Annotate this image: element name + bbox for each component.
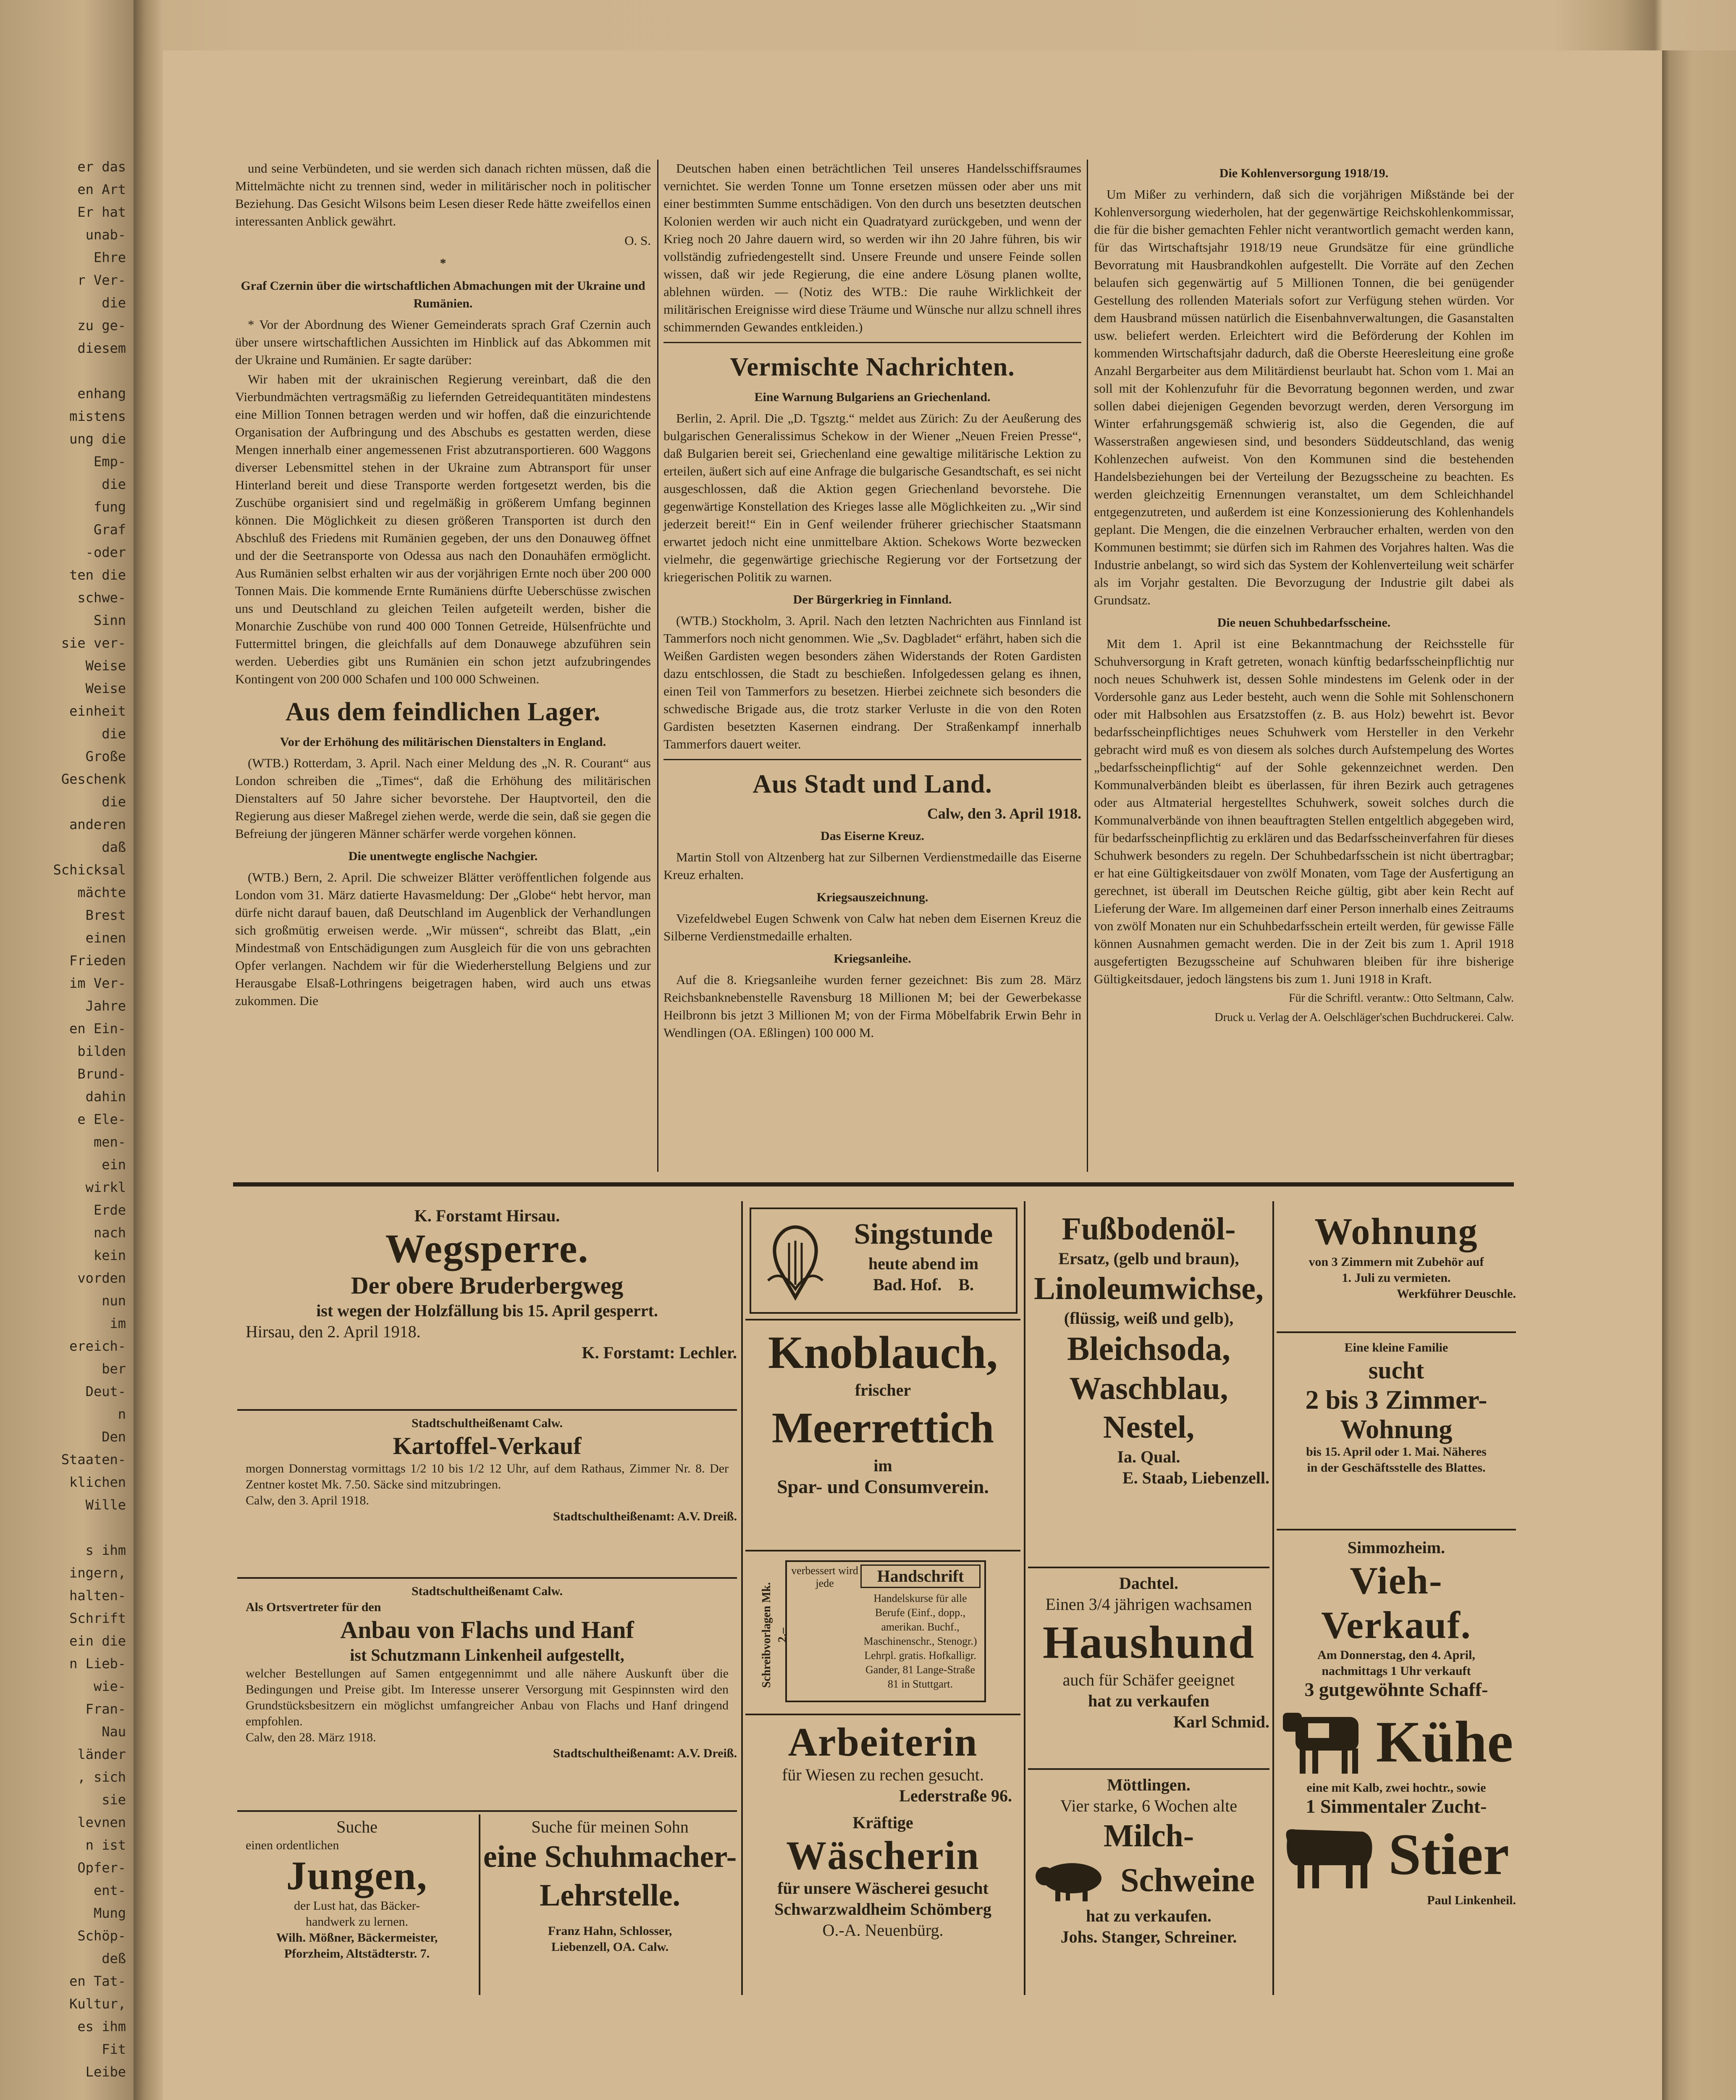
left-fragment-line: Er hat bbox=[77, 204, 126, 220]
col2-section-title-local: Aus Stadt und Land. bbox=[753, 770, 992, 798]
book-gutter bbox=[134, 0, 163, 2100]
imprint-line: Druck u. Verlag der A. Oelschläger'schen Buchdruckerei. Calw. bbox=[1214, 1011, 1514, 1024]
col2-para: Berlin, 2. April. Die „D. Tgsztg.“ meldet aus Zürich: Zu der Aeußerung des bulgarischen Generalissimus Schekow in der Wiener „Neuen Freien Presse“, daß Bulgarien bereit sei, Griechenland eine gewaltige militärische Lektion zu erteilen, äußert sich auf eine Anfrage die bulgarische Gesandtschaft, es sei nicht ausgeschlossen, daß die Aktion gegen Griechenland bevorstehe. Die gegenwärtige Konstellation des Krieges lasse alle Möglichkeiten zu. „Wir sind jederzeit bereit!“ Ein in Genf weilender früherer griechischer Staatsmann erwartet jedoch nicht eine unmittelbare Aktion. Schekows Worte bezwecken vielmehr, die gegenwärtige griechische Regierung vor der Fortsetzung der kriegerischen Politik zu warnen. bbox=[663, 411, 1081, 584]
cow-icon bbox=[1279, 1704, 1375, 1776]
ad-jungen-line: Suche bbox=[336, 1817, 378, 1836]
left-fragment-line: Schrift bbox=[69, 1610, 126, 1626]
left-fragment-line: wie- bbox=[93, 1678, 126, 1694]
ad-knob-line: Spar- und Consumverein. bbox=[777, 1476, 989, 1497]
page-right-edge bbox=[1662, 50, 1736, 2100]
ad-jungen-line: der Lust hat, das Bäcker- bbox=[294, 1899, 420, 1913]
ad-knoblauch bbox=[745, 1325, 1020, 1497]
ad-jungen bbox=[237, 1816, 477, 1962]
ad-fam-line: in der Geschäftsstelle des Blattes. bbox=[1307, 1461, 1486, 1475]
ad-kartoffel-header: Stadtschultheißenamt Calw. bbox=[411, 1416, 563, 1430]
ad-hand-body: Handelskurse für alle Berufe (Einf., dopp., amerikan. Buchf., Maschinenschr., Stenogr.) Lehrpl. gratis. Hofkalligr. Gander, 81 Lange-Straße 81 in Stuttgart. bbox=[863, 1592, 977, 1690]
ad-kartoffel-body: morgen Donnerstag vormittags 1/2 10 bis 1/2 12 Uhr, auf dem Rathaus, Zimmer Nr. 8. Der Zentner kostet Mk. 7.50. Säcke sind mitzubringen. bbox=[246, 1462, 729, 1491]
ad-schuhmacher bbox=[483, 1816, 737, 1955]
col2-dateline: Calw, den 3. April 1918. bbox=[927, 805, 1081, 822]
ad-haus-line: Einen 3/4 jährigen wachsamen bbox=[1045, 1595, 1252, 1614]
ad-sing-title: Singstunde bbox=[854, 1218, 993, 1250]
column-1 bbox=[235, 160, 651, 1011]
ad-forstamt-date: Hirsau, den 2. April 1918. bbox=[246, 1322, 421, 1341]
ad-haus-line: auch für Schäfer geeignet bbox=[1062, 1670, 1235, 1689]
ad-vieh-title3: Stier bbox=[1388, 1822, 1509, 1887]
left-fragment-line: diesem bbox=[77, 340, 126, 356]
left-fragment-line: ten die bbox=[69, 567, 126, 583]
col2-para: (WTB.) Stockholm, 3. April. Nach den letzten Nachrichten aus Finnland ist Tammerfors noch nicht genommen. Wie „Sv. Dagbladet“ erfährt, haben sich die Weißen Gardisten wegen besonders zähen Widerstands der Roten Gardisten dazu entschlossen, die Stadt zu beschießen. Infolgedessen gelang es ihnen, einen Teil von Tammerfors zu besetzen. Hierbei zeichnete sich besonders die schwedische Brigade aus, die trotz starker Verluste in die von den Roten Gardisten besetzten Kasernen eindrang. Der Straßenkampf innerhalb Tammerfors dauert weiter. bbox=[663, 613, 1081, 751]
left-fragment-line: nun bbox=[102, 1293, 126, 1309]
left-fragment-line: im bbox=[110, 1315, 126, 1331]
ad-fussbodenoel bbox=[1028, 1210, 1269, 1488]
ad-kartoffel bbox=[237, 1415, 737, 1525]
ad-haus-line: Karl Schmid. bbox=[1173, 1712, 1269, 1731]
left-fragment-line: ent- bbox=[93, 1882, 126, 1898]
left-fragment-line: ein bbox=[102, 1157, 126, 1173]
left-fragment-line: en Tat- bbox=[69, 1973, 126, 1989]
pig-icon bbox=[1032, 1857, 1108, 1903]
col1-heading-czernin: Graf Czernin über die wirtschaftlichen Abmachungen mit der Ukraine und Rumänien. bbox=[241, 279, 645, 310]
left-fragment-line: r Ver- bbox=[77, 272, 126, 288]
left-fragment-line: Geschenk bbox=[61, 771, 126, 787]
ad-sing-initial: B. bbox=[958, 1275, 974, 1294]
left-fragment-line: men- bbox=[93, 1134, 126, 1150]
ad-vieh-line: eine mit Kalb, zwei hochtr., sowie bbox=[1306, 1781, 1486, 1795]
left-fragment-line: en Ein- bbox=[69, 1021, 126, 1037]
col2-heading-finland: Der Bürgerkrieg in Finnland. bbox=[793, 593, 952, 606]
ad-hand-box bbox=[785, 1560, 986, 1702]
left-fragment-line: mächte bbox=[77, 885, 126, 900]
column-3 bbox=[1094, 160, 1514, 1028]
ad-forstamt bbox=[237, 1205, 737, 1363]
left-fragment-line: die bbox=[102, 295, 126, 311]
ad-knob-line: im bbox=[873, 1456, 892, 1475]
left-fragment-line: Fit bbox=[102, 2041, 126, 2057]
ad-fuss-title: Bleichsoda, bbox=[1067, 1331, 1230, 1368]
left-fragment-line: levnen bbox=[77, 1814, 126, 1830]
ad-forstamt-header: K. Forstamt Hirsau. bbox=[414, 1206, 560, 1225]
ad-rule bbox=[237, 1810, 737, 1812]
ad-vieh-title2: Kühe bbox=[1376, 1709, 1513, 1774]
left-fragment-line: ung die bbox=[69, 431, 126, 447]
col1-para: Wir haben mit der ukrainischen Regierung vereinbart, daß die den Vierbundmächten vertragsmäßig zu liefernden Getreidequantitäten mindestens eine Million Tonnen betragen werden und wir hoffen, daß die einzurichtende Organisation der Aufbringung und des Abschubs es gestatten werden, diese Mengen innerhalb einer angemessenen Frist abzutransportieren. 600 Waggons diverser Lebensmittel stehen in der Ukraine zum Abtransport für unser Hinterland bereit und diese Transporte werden fortgesetzt werden, bis die Zuschübe organisiert sind und regelmäßig in größerem Umfang beginnen können. Die Möglichkeit zu diesen größeren Transporten ist durch den Abschluß des Friedens mit Rumänien gegeben, der uns den Donauweg öffnet und der die Seetransporte von Odessa aus nach den Donauhäfen ermöglicht. Aus Rumänien selbst erhalten wir aus der vorjährigen Ernte noch über 200 000 Tonnen Mais. Die kommende Ernte Rumäniens dürfte Ueberschüsse zwischen uns und Deutschland zu gleichen Teilen aufgeteilt werden, bisher die Monarchie Zuschübe von rund 400 000 Tonnen Getreide, Hülsenfrüchte und Futtermittel bringen, die gleichfalls auf dem Donauwege abzuführen sein werden. Ueberdies gibt uns Rumänien ein schon jetzt aufzubringendes Kontingent von 200 000 Schafen und 100 000 Schweinen. bbox=[235, 372, 651, 686]
ads-top-rule bbox=[233, 1182, 1514, 1186]
left-fragment-line: ereich- bbox=[69, 1338, 126, 1354]
ad-wasch-title: Wäscherin bbox=[786, 1833, 980, 1878]
col1-para: (WTB.) Rotterdam, 3. April. Nach einer Meldung des „N. R. Courant“ aus London schreiben die „Times“, daß die Erhöhung des militärischen Dienstalters auf 50 Jahre sicher bevorstehe. Der Hauptvorteil, den die Regierung aus dieser Maßregel ziehen werde, werde die sein, daß sie gegen die Befreiung der jüngeren Männer schärfer werde vorgehen können. bbox=[235, 756, 651, 841]
ad-jungen-line: Wilh. Mößner, Bäckermeister, bbox=[276, 1931, 438, 1945]
left-fragment-line: halten- bbox=[69, 1588, 126, 1604]
left-fragment-line: einen bbox=[85, 930, 126, 946]
ad-milch-title: Milch- bbox=[1103, 1818, 1194, 1853]
left-fragment-line: Nau bbox=[102, 1724, 126, 1740]
ad-haus-title: Haushund bbox=[1042, 1617, 1255, 1668]
left-fragment-line: mistens bbox=[69, 408, 126, 424]
section-rule bbox=[663, 342, 1081, 343]
ad-schuh-line: Franz Hahn, Schlosser, bbox=[548, 1924, 672, 1938]
col2-para: Deutschen haben einen beträchtlichen Teil unseres Handelsschiffsraumes vernichtet. Sie werden Tonne um Tonne ersetzen müssen oder aber uns mit einer bestimmten Summe entschädigen. Von den durch uns besetzten deutschen Kolonien werden wir auch nicht ein Quadratyard zurückgeben, und wenn der Krieg noch 20 Jahre dauern wird, so werden wir ihn 20 Jahre führen, bis wir vollständig zufriedengestellt sind. Unsere Freunde und unsere Feinde sollen wissen, daß wir jede Regierung, die eine andere Lösung planen wollte, ablehnen würden. — (Notiz des WTB.: Die rauhe Wirklichkeit der militärischen Ereignisse wird diese Träume und Wünsche nur allzu schnell ihres schimmernden Gewandes entkleiden.) bbox=[663, 161, 1081, 334]
ad-jungen-title: Jungen, bbox=[286, 1853, 428, 1898]
ad-wohnung bbox=[1277, 1210, 1516, 1302]
ad-rule bbox=[741, 1201, 743, 1995]
ad-rule bbox=[479, 1814, 480, 1995]
ad-kartoffel-sign: Stadtschultheißenamt: A.V. Dreiß. bbox=[553, 1509, 737, 1523]
left-fragment-line: klichen bbox=[69, 1474, 126, 1490]
ad-rule bbox=[745, 1319, 1020, 1320]
ad-fam-title: Wohnung bbox=[1340, 1414, 1453, 1444]
ad-fuss-line: E. Staab, Liebenzell. bbox=[1122, 1468, 1269, 1487]
left-fragment-line: Ehre bbox=[93, 249, 126, 265]
ad-fam-title: 2 bis 3 Zimmer- bbox=[1305, 1385, 1487, 1415]
col1-para: * Vor der Abordnung des Wiener Gemeinderats sprach Graf Czernin auch über unsere wirtschaftlichen Aussichten im Hinblick auf das Abkommen mit der Ukraine und Rumänien. Er sagte darüber: bbox=[235, 317, 651, 367]
col2-para: Vizefeldwebel Eugen Schwenk von Calw hat neben dem Eisernen Kreuz die Silberne Verdienstmedaille erhalten. bbox=[663, 911, 1081, 943]
col2-heading-kreuz: Das Eiserne Kreuz. bbox=[821, 829, 924, 843]
ad-haus-header: Dachtel. bbox=[1119, 1574, 1179, 1593]
col3-para: Um Mißer zu verhindern, daß sich die vorjährigen Mißstände bei der Kohlenversorgung wiederholen, hat der gegenwärtige Reichskohlenkommissar, die für die bisher gemachten Fehler nicht verantwortlich gemacht werden kann, für das Wirtschaftsjahr 1918/19 neue Grundsätze für eine gründliche Bevorratung mit Hausbrandkohlen aufgestellt. Die Vorräte auf den Zechen belaufen sich gegenwärtig auf 5 Millionen Tonnen, die bei genügender Gestellung des rollenden Materials sofort zur Verfügung stehen würden. Vor dem Hausbrand müssen natürlich die Eisenbahnverwaltungen, die Gasanstalten usw. beliefert werden. Erleichtert wird die Beförderung der Kohlen im kommenden Wirtschaftsjahr dadurch, daß die Oberste Heeresleitung eine große Anzahl Bergarbeiter aus dem Militärdienst beurlaubt hat. Schon vom 1. Mai an soll mit der Kohlenzufuhr für die Bevorratung begonnen werden, und zwar sollen dabei diejenigen Gegenden bevorzugt werden, deren Versorgung im Winter erfahrungsgemäß schwierig ist, also die Gegenden, die auf Wasserstraßen angewiesen sind, und besonders Süddeutschland, das wenig Kohlenzechen aufweist. Von den Kommunen sind die bestehenden Handelsbeziehungen bei der Verteilung der Bezugsscheine zu beachten. Es werden gleichzeitig Ernennungen veranstaltet, um dem Schleichhandel entgegenzutreten, und außerdem ist eine Konzessionierung des Kohlenhandels geplant. Die Mengen, die die einzelnen Verbraucher erhalten, werden von den Kommunen bestimmt; sie dürfen sich im Rahmen des Vorjahres halten. Was die Industrie anbelangt, so wird sich das System der Kohlenverteilung weit schärfer als im Vorjahr gestalten. Die Bevorzugung der Industrie gilt dabei als Grundsatz. bbox=[1094, 187, 1514, 607]
left-fragment-line: Kultur, bbox=[69, 1996, 126, 2012]
ad-kartoffel-date: Calw, den 3. April 1918. bbox=[246, 1494, 369, 1507]
left-fragment-line: , sich bbox=[77, 1769, 126, 1785]
ad-fuss-line: Ia. Qual. bbox=[1117, 1447, 1180, 1466]
ad-rule bbox=[237, 1577, 737, 1579]
ad-wasch-line: Schwarzwaldheim Schömberg bbox=[774, 1900, 991, 1919]
ad-vieh-line: 1 Simmentaler Zucht- bbox=[1306, 1796, 1487, 1817]
ad-haus-line: hat zu verkaufen bbox=[1088, 1691, 1209, 1710]
left-fragment-line: e Ele- bbox=[77, 1111, 126, 1127]
ad-flachs bbox=[237, 1583, 737, 1761]
col2-para: Auf die 8. Kriegsanleihe wurden ferner gezeichnet: Bis zum 28. März Reichsbanknebenstelle Ravensburg 18 Millionen M; bei der Gewerbekasse Heilbronn bis jetzt 3 Millionen M; von der Firma Möbelfabrik Erwin Behr in Wendlingen (OA. Eßlingen) 100 000 M. bbox=[663, 972, 1081, 1040]
col1-top-para: und seine Verbündeten, und sie werden sich danach richten müssen, daß die Mittelmächte nicht zu trennen sind, weder in militärischer noch in politischer Beziehung. Das Gesicht Wilsons beim Lesen dieser Rede hätte zweifellos einen interessanten Anblick gewährt. bbox=[235, 161, 651, 228]
left-fragment-line: nach bbox=[93, 1225, 126, 1241]
ad-flachs-date: Calw, den 28. März 1918. bbox=[246, 1730, 376, 1744]
left-fragment-line: bilden bbox=[77, 1043, 126, 1059]
ad-arbeiterin bbox=[745, 1720, 1020, 1941]
ad-vieh-line: 3 gutgewöhnte Schaff- bbox=[1304, 1679, 1488, 1700]
left-fragment-line: Brest bbox=[85, 907, 126, 923]
left-fragment-line: en Art bbox=[77, 181, 126, 197]
ad-rule bbox=[1028, 1567, 1269, 1568]
left-fragment-line: Erde bbox=[93, 1202, 126, 1218]
left-fragment-line: Staaten- bbox=[61, 1452, 126, 1467]
ad-jungen-line: Pforzheim, Altstädterstr. 7. bbox=[284, 1947, 430, 1961]
left-fragment-line: im Ver- bbox=[69, 975, 126, 991]
left-fragment-line: Sinn bbox=[93, 612, 126, 628]
col2-section-title: Vermischte Nachrichten. bbox=[730, 353, 1015, 381]
col2-heading-bulgaria: Eine Warnung Bulgariens an Griechenland. bbox=[754, 390, 991, 404]
col3-heading-schuh: Die neuen Schuhbedarfsscheine. bbox=[1217, 616, 1391, 630]
ad-milch-line: Johs. Stanger, Schreiner. bbox=[1060, 1927, 1237, 1946]
left-fragment-line: daß bbox=[102, 839, 126, 855]
ad-hand-side: Schreibvorlagen Mk. 2.– bbox=[760, 1582, 789, 1688]
left-fragment-line: Schöp- bbox=[77, 1928, 126, 1944]
ad-milch-line: Vier starke, 6 Wochen alte bbox=[1060, 1796, 1238, 1815]
ad-kartoffel-title: Kartoffel-Verkauf bbox=[393, 1432, 582, 1460]
col2-heading-auszeichnung: Kriegsauszeichnung. bbox=[816, 890, 928, 904]
ad-sing-line: heute abend im bbox=[868, 1254, 979, 1273]
left-fragment-line: länder bbox=[77, 1746, 126, 1762]
ad-rule bbox=[237, 1409, 737, 1411]
left-fragment-line: Leibe bbox=[85, 2064, 126, 2080]
ad-flachs-header: Stadtschultheißenamt Calw. bbox=[411, 1584, 563, 1598]
ad-wohn-line: 1. Juli zu vermieten. bbox=[1342, 1271, 1451, 1285]
col1-heading-nachgier: Die unentwegte englische Nachgier. bbox=[348, 849, 538, 863]
ad-arb-title: Arbeiterin bbox=[788, 1719, 978, 1764]
ad-milchschweine bbox=[1028, 1774, 1269, 1948]
ad-haushund bbox=[1028, 1573, 1269, 1732]
left-fragment-line: die bbox=[102, 476, 126, 492]
left-fragment-line: Große bbox=[85, 748, 126, 764]
ad-schuh-line: Suche für meinen Sohn bbox=[531, 1817, 689, 1836]
left-fragment-line: ingern, bbox=[69, 1565, 126, 1581]
col1-star: * bbox=[440, 256, 446, 270]
left-fragment-line: Graf bbox=[93, 522, 126, 538]
ad-hand-top: verbessert wird jede bbox=[791, 1564, 858, 1589]
lyre-icon bbox=[760, 1218, 831, 1302]
ad-vieh-title: Vieh-Verkauf. bbox=[1321, 1559, 1471, 1646]
col3-para: Mit dem 1. April ist eine Bekanntmachung der Reichsstelle für Schuhversorgung in Kraft getreten, wonach künftig bedarfsscheinpflichtig nur noch neues Schuhwerk ist, dessen Sohle mindestens im Gelenk oder in der Vordersohle ganz aus Leder besteht, auch wenn die Sohle mit Sohlenschonern oder mit Halbsohlen aus Ersatzstoffen (z. B. aus Holz) bewehrt ist. Bevor bedarfsscheinpflichtiges neues Schuhwerk vom Hersteller in den Verkehr gebracht wird muß es von diesem als solches durch Aufstempelung des Wortes „bedarfsscheinpflichtig“ auf der Sohle gekennzeichnet werden. Den Kommunalverbänden bleibt es überlassen, für ihren Bezirk auch getragenes oder aus Altmaterial hergestelltes Schuhwerk, soweit solches durch die Kommunalverbände von ihnen beauftragten Stellen entgeltlich abgegeben wird, für bedarfsscheinpflichtig zu erklären und das Bedarfsscheinverfahren für dieses Schuhwerk besonders zu regeln. Der Schuhbedarfsschein ist nicht übertragbar; er hat eine Gültigkeitsdauer von zwölf Monaten, vom Tage der Ausfertigung an gerechnet, ist überall im Deutschen Reiche gültig, gibt aber kein Recht auf Lieferung der Ware. Im allgemeinen darf einer Person innerhalb eines Zeitraums von zwölf Monaten nur ein Schuhbedarfsschein erteilt werden, für gewisse Fälle können Ausnahmen gemacht werden. Die in der Zeit bis zum 1. April 1918 ausgefertigten Bezugsscheine auf Schuhwaren bleiben für ihre bisherige Gültigkeitsdauer, jedoch längstens bis zum 1. Juni 1918 in Kraft. bbox=[1094, 636, 1514, 986]
left-fragment-line: er das bbox=[77, 159, 126, 175]
ad-wohn-title: Wohnung bbox=[1314, 1211, 1478, 1252]
left-fragment-line: dahin bbox=[85, 1089, 126, 1105]
ad-sing-place: Bad. Hof. bbox=[873, 1275, 942, 1294]
ad-fam-line: bis 15. April oder 1. Mai. Näheres bbox=[1306, 1445, 1487, 1459]
ad-schuh-title: eine Schuhmacher-Lehrstelle. bbox=[483, 1840, 737, 1913]
left-fragment-line: sie bbox=[102, 1792, 126, 1808]
ad-forstamt-title: Wegsperre. bbox=[385, 1226, 589, 1271]
ad-rule bbox=[1277, 1331, 1516, 1333]
ad-milch-title2: Schweine bbox=[1120, 1862, 1255, 1899]
left-fragment-line: Fran- bbox=[85, 1701, 126, 1717]
ad-knob-title2: Meerrettich bbox=[771, 1404, 994, 1452]
col3-heading-kohlen: Die Kohlenversorgung 1918/19. bbox=[1219, 166, 1389, 180]
col1-para: (WTB.) Bern, 2. April. Die schweizer Blätter veröffentlichen folgende aus London vom 31. März datierte Havasmeldung: Der „Globe“ hebt hervor, man dürfe nicht darauf bauen, daß Deutschland im Augenblick der Verhandlungen sich großmütig erweisen werde. „Wir müssen“, schreibt das Blatt, „ein Mindestmaß von Entschädigungen zum Ausgleich für die von uns gebrachten Opfer verlangen. Nachdem wir für die Wiederherstellung Belgiens und zur Herausgabe Elsaß-Lothringens beigetragen haben, wird auch uns etwas zukommen. Die bbox=[235, 870, 651, 1008]
ad-milch-line: hat zu verkaufen. bbox=[1086, 1906, 1212, 1925]
left-fragment-line: Deut- bbox=[85, 1383, 126, 1399]
ad-handschrift bbox=[745, 1556, 1020, 1707]
ad-knob-line: frischer bbox=[855, 1381, 911, 1399]
ad-fuss-title: Fußbodenöl- bbox=[1062, 1211, 1236, 1247]
ad-familie bbox=[1277, 1340, 1516, 1476]
left-fragment-line: vorden bbox=[77, 1270, 126, 1286]
ad-arb-line: für Wiesen zu rechen gesucht. bbox=[782, 1765, 984, 1784]
ad-milch-header: Möttlingen. bbox=[1107, 1775, 1191, 1794]
left-fragment-line: Wille bbox=[85, 1497, 126, 1513]
ad-rule bbox=[1028, 1768, 1269, 1770]
ad-wasch-line: O.-A. Neuenbürg. bbox=[822, 1921, 944, 1940]
ad-rule bbox=[1272, 1201, 1274, 1995]
left-fragment-line: n Lieb- bbox=[69, 1656, 126, 1672]
left-fragment-line: Brund- bbox=[77, 1066, 126, 1082]
ad-rule bbox=[745, 1714, 1020, 1715]
ad-singstunde bbox=[750, 1208, 1017, 1314]
ad-vieh-line: Paul Linkenheil. bbox=[1427, 1893, 1516, 1907]
left-fragment-line: fung bbox=[93, 499, 126, 515]
left-fragment-line: Frieden bbox=[69, 953, 126, 969]
imprint-line: Für die Schriftl. verantw.: Otto Seltmann, Calw. bbox=[1288, 992, 1514, 1005]
col1-top-sign: O. S. bbox=[624, 233, 651, 248]
left-fragment-line: Schicksal bbox=[53, 862, 126, 878]
left-fragment-line: s ihm bbox=[85, 1542, 126, 1558]
left-fragment-line: ein die bbox=[69, 1633, 126, 1649]
left-fragment-line: Opfer- bbox=[77, 1860, 126, 1876]
left-fragment-line: Weise bbox=[85, 658, 126, 674]
section-rule bbox=[663, 759, 1081, 760]
col2-para: Martin Stoll von Altzenberg hat zur Silbernen Verdienstmedaille das Eiserne Kreuz erhalten. bbox=[663, 850, 1081, 882]
left-fragment-line: Den bbox=[102, 1429, 126, 1445]
ad-arb-line: Lederstraße 96. bbox=[899, 1786, 1012, 1805]
ad-rule bbox=[1277, 1529, 1516, 1530]
ad-wohn-line: von 3 Zimmern mit Zubehör auf bbox=[1309, 1255, 1484, 1269]
ad-rule bbox=[1024, 1201, 1025, 1995]
col1-section-title: Aus dem feindlichen Lager. bbox=[285, 698, 601, 726]
left-fragment-line: zu ge- bbox=[77, 318, 126, 333]
ad-jungen-line: handwerk zu lernen. bbox=[305, 1915, 409, 1929]
left-fragment-line: sie ver- bbox=[61, 635, 126, 651]
left-fragment-line: deß bbox=[102, 1950, 126, 1966]
left-fragment-line: es ihm bbox=[77, 2019, 126, 2034]
ad-rule bbox=[745, 1550, 1020, 1551]
left-fragment-line: einheit bbox=[69, 703, 126, 719]
left-fragment-line: Emp- bbox=[93, 454, 126, 470]
ad-fam-line: Eine kleine Familie bbox=[1344, 1341, 1448, 1354]
left-fragment-line: enhang bbox=[77, 386, 126, 402]
ad-vieh-line: Am Donnerstag, den 4. April, bbox=[1317, 1648, 1475, 1662]
ad-vieh-header: Simmozheim. bbox=[1347, 1538, 1445, 1557]
left-fragment-line: die bbox=[102, 726, 126, 742]
left-fragment-line: n ist bbox=[85, 1837, 126, 1853]
ad-fam-title: sucht bbox=[1368, 1357, 1424, 1384]
ad-knob-title: Knoblauch, bbox=[768, 1327, 998, 1378]
ad-flachs-sign: Stadtschultheißenamt: A.V. Dreiß. bbox=[553, 1746, 737, 1760]
ad-schuh-line: Liebenzell, OA. Calw. bbox=[551, 1940, 669, 1954]
ad-flachs-intro: Als Ortsvertreter für den bbox=[246, 1600, 381, 1614]
ad-fuss-title: Linoleumwichse, bbox=[1034, 1271, 1264, 1306]
column-rule bbox=[1087, 160, 1088, 1172]
ad-fuss-title: Nestel, bbox=[1103, 1410, 1195, 1445]
ad-hand-title: Handschrift bbox=[860, 1564, 981, 1588]
ad-jungen-line: einen ordentlichen bbox=[246, 1838, 339, 1852]
left-fragment-line: kein bbox=[93, 1247, 126, 1263]
ad-flachs-line: ist Schutzmann Linkenheil aufgestellt, bbox=[350, 1646, 624, 1664]
ad-wasch-line: Kräftige bbox=[852, 1813, 913, 1832]
ad-flachs-title: Anbau von Flachs und Hanf bbox=[340, 1616, 634, 1643]
left-fragment-line: Jahre bbox=[85, 998, 126, 1014]
bull-icon bbox=[1279, 1819, 1379, 1890]
ad-flachs-body: welcher Bestellungen auf Samen entgegennimmt und alle nähere Auskunft über die Bedingungen und Preise gibt. Im Interesse unserer Versorgung mit Gespinnsten wird den Grundstücksbesitzern ein möglichst umfangreicher Anbau von Flachs und Hanf dringend empfohlen. bbox=[246, 1667, 729, 1728]
left-fragment-line: Weise bbox=[85, 680, 126, 696]
left-fragment-line: die bbox=[102, 794, 126, 810]
ad-forstamt-sign: K. Forstamt: Lechler. bbox=[582, 1343, 737, 1362]
ad-wohn-line: Werkführer Deuschle. bbox=[1397, 1287, 1516, 1301]
ad-wasch-line: für unsere Wäscherei gesucht bbox=[777, 1879, 989, 1898]
col1-heading-england: Vor der Erhöhung des militärischen Dienstalters in England. bbox=[280, 735, 606, 749]
left-fragment-line: Mung bbox=[93, 1905, 126, 1921]
left-fragment-line: unab- bbox=[85, 227, 126, 243]
left-fragment-line: wirkl bbox=[85, 1179, 126, 1195]
ad-viehverkauf bbox=[1277, 1537, 1516, 1908]
left-fragment-line: ber bbox=[102, 1361, 126, 1377]
left-fragment-line: n bbox=[118, 1406, 126, 1422]
col2-heading-anleihe: Kriegsanleihe. bbox=[834, 952, 911, 966]
ad-sing-line bbox=[835, 1274, 1012, 1295]
ad-forstamt-line: ist wegen der Holzfällung bis 15. April gesperrt. bbox=[316, 1301, 658, 1320]
ad-vieh-line: nachmittags 1 Uhr verkauft bbox=[1322, 1664, 1471, 1678]
ad-fuss-line: Ersatz, (gelb und braun), bbox=[1058, 1249, 1239, 1268]
column-2 bbox=[663, 160, 1081, 1043]
ad-fuss-title: Waschblau, bbox=[1069, 1371, 1228, 1406]
column-rule bbox=[657, 160, 658, 1172]
left-fragment-line: -oder bbox=[85, 544, 126, 560]
left-fragment-line: anderen bbox=[69, 816, 126, 832]
ad-fuss-line: (flüssig, weiß und gelb), bbox=[1064, 1309, 1234, 1328]
ad-forstamt-line: Der obere Bruderbergweg bbox=[351, 1272, 624, 1299]
left-fragment-line: schwe- bbox=[77, 590, 126, 606]
